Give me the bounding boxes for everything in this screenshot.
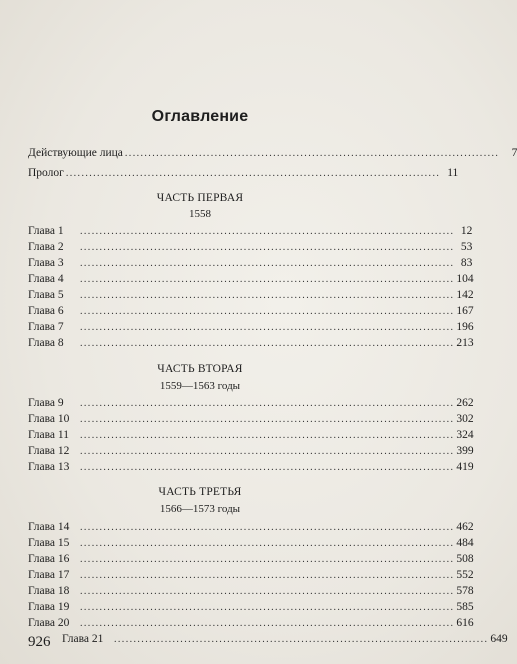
entry-label: Глава 1 (28, 225, 64, 237)
toc-entry (28, 336, 474, 351)
entry-page: 324 (456, 429, 474, 441)
entry-page: 83 (460, 257, 473, 269)
entry-page: 213 (456, 337, 474, 349)
entry-label: Глава 17 (28, 569, 70, 581)
dot-leader: ................................................................................................ (114, 634, 489, 645)
entry-label: Глава 13 (28, 461, 70, 473)
entry-page: 462 (456, 521, 474, 533)
entry-label: Глава 11 (28, 429, 69, 441)
entry-label: Глава 6 (28, 305, 64, 317)
entry-page: 616 (456, 617, 474, 629)
entry-page: 53 (460, 241, 473, 253)
toc-entry (28, 444, 474, 459)
part-years: 1559—1563 годы (159, 380, 241, 392)
entry-label: Глава 19 (28, 601, 70, 613)
dot-leader: ................................................................................................ (80, 570, 455, 581)
toc-entry (28, 600, 474, 615)
dot-leader: ................................................................................................ (80, 446, 455, 457)
toc-entry (28, 552, 474, 567)
entry-label: Глава 8 (28, 337, 64, 349)
entry-page: 7 (511, 147, 517, 159)
toc-entry (62, 632, 508, 647)
entry-page: 167 (456, 305, 474, 317)
dot-leader: ................................................................................................ (80, 242, 455, 253)
entry-label: Глава 21 (62, 633, 104, 645)
entry-label: Глава 4 (28, 273, 64, 285)
dot-leader: ................................................................................................ (80, 414, 455, 425)
entry-page: 484 (456, 537, 474, 549)
part-heading: ЧАСТЬ ТРЕТЬЯ (158, 486, 242, 498)
dot-leader: ................................................................................................ (80, 322, 455, 333)
toc-entry (28, 460, 474, 475)
dot-leader: ................................................................................................ (65, 168, 441, 179)
entry-label: Глава 16 (28, 553, 70, 565)
toc-entry (28, 520, 474, 535)
toc-entry (28, 428, 474, 443)
entry-label: Глава 5 (28, 289, 64, 301)
toc-entry (28, 584, 474, 599)
dot-leader: ................................................................................................ (80, 306, 455, 317)
entry-label: Глава 18 (28, 585, 70, 597)
toc-entry (28, 272, 474, 287)
entry-label: Глава 12 (28, 445, 70, 457)
toc-entry (28, 412, 474, 427)
toc-entry (28, 616, 474, 631)
dot-leader: ................................................................................................ (80, 258, 455, 269)
entry-page: 142 (456, 289, 474, 301)
entry-page: 196 (456, 321, 474, 333)
entry-page: 12 (460, 225, 473, 237)
dot-leader: ................................................................................................ (80, 586, 455, 597)
part-heading: ЧАСТЬ ВТОРАЯ (157, 363, 243, 375)
toc-entry (28, 304, 474, 319)
entry-page: 649 (490, 633, 508, 645)
entry-label: Глава 20 (28, 617, 70, 629)
entry-page: 552 (456, 569, 474, 581)
dot-leader: ................................................................................................ (80, 290, 455, 301)
toc-entry (28, 396, 474, 411)
part-years: 1566—1573 годы (159, 503, 241, 515)
dot-leader: ................................................................................................ (80, 338, 455, 349)
toc-entry (28, 240, 473, 255)
toc-title: Оглавление (151, 108, 249, 125)
entry-label: Глава 2 (28, 241, 64, 253)
entry-label: Пролог (28, 167, 64, 179)
entry-page: 11 (447, 167, 459, 179)
entry-page: 508 (456, 553, 474, 565)
dot-leader: ................................................................................................ (80, 522, 455, 533)
entry-label: Глава 3 (28, 257, 64, 269)
toc-entry (28, 568, 474, 583)
entry-page: 302 (456, 413, 474, 425)
dot-leader: ................................................................................................ (80, 538, 455, 549)
entry-page: 419 (456, 461, 474, 473)
entry-label: Глава 14 (28, 521, 70, 533)
entry-label: Глава 15 (28, 537, 70, 549)
dot-leader: ................................................................................................ (80, 430, 455, 441)
toc-entry (28, 256, 473, 271)
dot-leader: ................................................................................................ (80, 274, 455, 285)
dot-leader: ................................................................................................ (80, 554, 455, 565)
toc-entry (28, 166, 459, 181)
entry-label: Глава 10 (28, 413, 70, 425)
toc-entry (28, 320, 474, 335)
part-heading: ЧАСТЬ ПЕРВАЯ (156, 192, 244, 204)
entry-label: Глава 9 (28, 397, 64, 409)
dot-leader: ................................................................................................ (124, 148, 500, 159)
toc-entry (28, 224, 473, 239)
dot-leader: ................................................................................................ (80, 462, 455, 473)
dot-leader: ................................................................................................ (80, 398, 455, 409)
entry-page: 578 (456, 585, 474, 597)
dot-leader: ................................................................................................ (80, 226, 455, 237)
entry-page: 585 (456, 601, 474, 613)
dot-leader: ................................................................................................ (80, 602, 455, 613)
toc-entry (28, 288, 474, 303)
part-years: 1558 (189, 208, 211, 220)
page-number: 926 (28, 634, 51, 650)
entry-page: 104 (456, 273, 474, 285)
entry-label: Глава 7 (28, 321, 64, 333)
entry-page: 262 (456, 397, 474, 409)
entry-label: Действующие лица (28, 147, 123, 159)
entry-page: 399 (456, 445, 474, 457)
dot-leader: ................................................................................................ (80, 618, 455, 629)
toc-entry (28, 536, 474, 551)
toc-entry (28, 146, 517, 161)
